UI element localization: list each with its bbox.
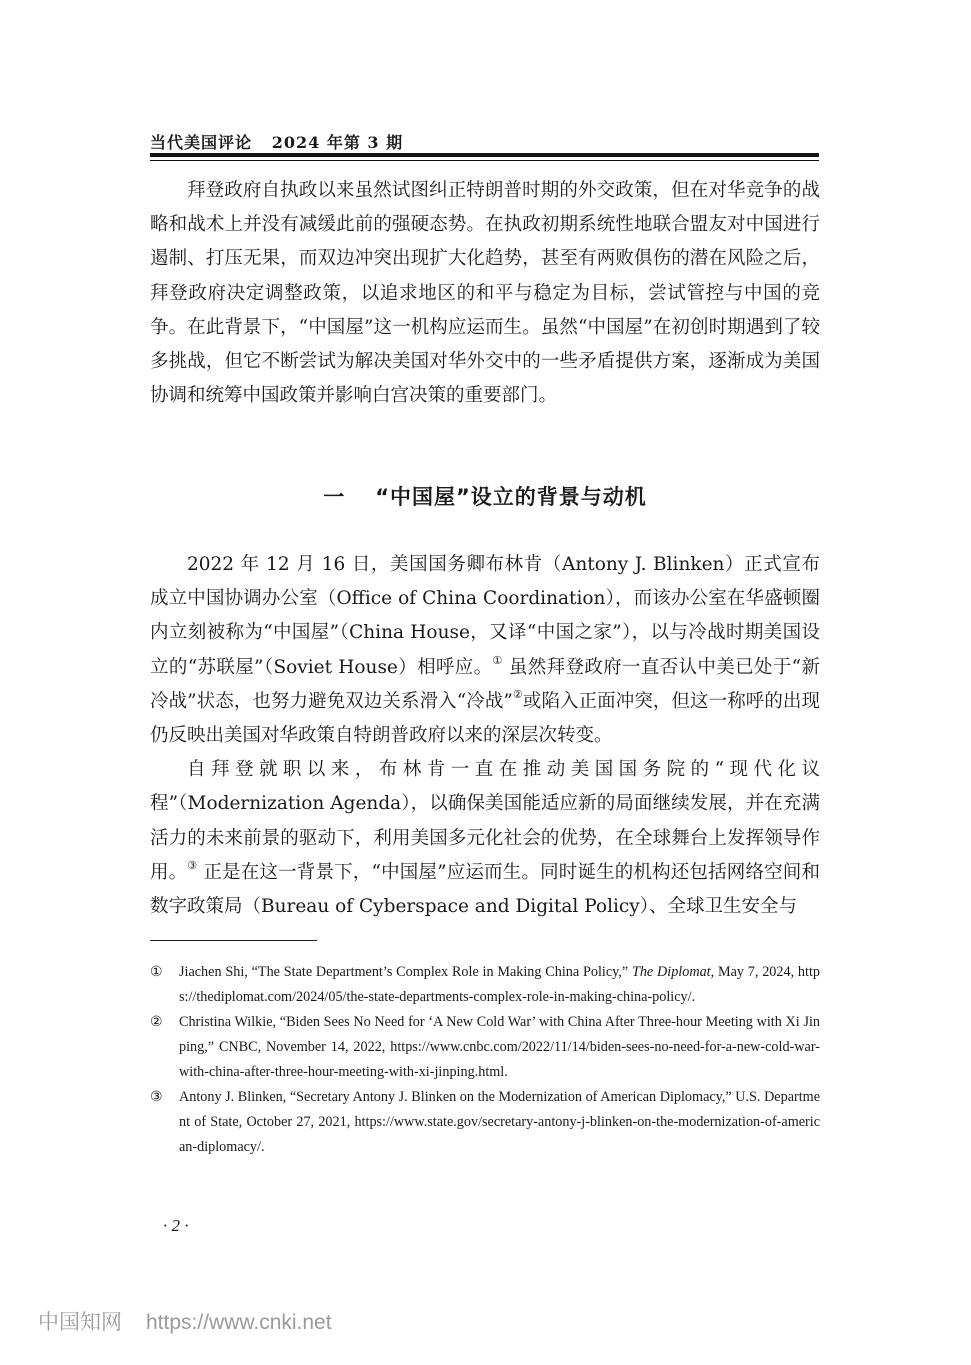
page-number: · 2 · xyxy=(163,1216,189,1235)
watermark-brand: 中国知网 xyxy=(38,1310,122,1334)
footnote-text: Antony J. Blinken, “Secretary Antony J. Blinken on the Modernization of American Diplomacy,” U.S. Department of State, October 27, 2021, https://www.state.gov/secretary-antony-j-blinken-on-the-modernization-of-american-diplomacy/. xyxy=(179,1089,820,1155)
paragraph-1-part-a: 2022 年 12 月 16 日，美国国务卿布林肯（Antony J. Blinken）正式宣布成立中国协调办公室（Office of China Coordination），而该办公室在华盛顿圈内立刻被称为“中国屋”（China House，又译“中国之家”），以与冷战时期美国设立的“苏联屋”（Soviet House）相呼应。 xyxy=(150,554,820,678)
section-heading xyxy=(150,481,820,511)
intro-text xyxy=(150,174,820,413)
footnote-mark: ① xyxy=(150,964,163,980)
footnotes xyxy=(150,960,820,1160)
intro-paragraph: 拜登政府自执政以来虽然试图纠正特朗普时期的外交政策，但在对华竞争的战略和战术上并没有减缓此前的强硬态势。在执政初期系统性地联合盟友对中国进行遏制、打压无果，而双边冲突出现扩大化趋势，甚至有两败俱伤的潜在风险之后，拜登政府决定调整政策，以追求地区的和平与稳定为目标，尝试管控与中国的竞争。在此背景下，“中国屋”这一机构应运而生。虽然“中国屋”在初创时期遇到了较多挑战，但它不断尝试为解决美国对华外交中的一些矛盾提供方案，逐渐成为美国协调和统筹中国政策并影响白宫决策的重要部门。 xyxy=(150,180,820,407)
paragraph-2 xyxy=(150,753,820,924)
watermark xyxy=(38,1306,332,1336)
footnote-mark: ③ xyxy=(150,1089,163,1105)
footnote-1 xyxy=(150,960,820,1010)
paragraph-2-part-b: 正是在这一背景下，“中国屋”应运而生。同时诞生的机构还包括网络空间和数字政策局（Bureau of Cyberspace and Digital Policy）、全球卫生安全与 xyxy=(150,861,820,918)
footnote-citation: Jiachen Shi, “The State Department’s Complex Role in Making China Policy,” xyxy=(179,964,632,980)
footnote-text xyxy=(179,960,820,1010)
main-text xyxy=(150,548,820,924)
footnote-ref-3[interactable]: ③ xyxy=(187,858,198,872)
section-title: “中国屋”设立的背景与动机 xyxy=(375,485,647,509)
paragraph-1-part-b: 虽然拜登政府一直否认中美已处于“新冷战”状态，也努力避免双边关系滑入“冷战” xyxy=(150,656,820,712)
footnote-publication: The Diplomat xyxy=(631,964,711,980)
footnote-separator xyxy=(150,940,317,941)
header-rule-thin xyxy=(150,160,819,161)
header-rule-thick xyxy=(150,153,819,157)
footnote-3 xyxy=(150,1085,820,1160)
paragraph-1 xyxy=(150,548,820,753)
section-number: 一 xyxy=(323,485,346,509)
footnote-2 xyxy=(150,1010,820,1085)
footnote-ref-2[interactable]: ② xyxy=(512,687,523,701)
footnote-mark: ② xyxy=(150,1014,163,1030)
journal-name: 当代美国评论 xyxy=(150,133,253,152)
watermark-url[interactable]: https://www.cnki.net xyxy=(146,1311,332,1334)
paragraph-1-part-c: 或陷入正面冲突，但这一称呼的出现仍反映出美国对华政策自特朗普政府以来的深层次转变。 xyxy=(150,690,820,747)
footnote-citation-tail: , May 7, 2024, https://thediplomat.com/2024/05/the-state-departments-complex-role-in-making-china-policy/. xyxy=(179,964,820,1005)
paragraph-2-part-a: 自拜登就职以来，布林肯一直在推动美国国务院的“现代化议程”（Modernization Agenda），以确保美国能适应新的局面继续发展，并在充满活力的未来前景的驱动下，利用美国多元化社会的优势，在全球舞台上发挥领导作用。 xyxy=(150,759,820,883)
issue-label: 2024 年第 3 期 xyxy=(271,133,404,152)
running-header xyxy=(150,130,818,153)
footnote-ref-1[interactable]: ① xyxy=(492,653,503,667)
footnote-text: Christina Wilkie, “Biden Sees No Need for ‘A New Cold War’ with China After Three-hour Meeting with Xi Jinping,” CNBC, November 14, 2022, https://www.cnbc.com/2022/11/14/biden-sees-no-need-for-a-new-cold-war-with-china-after-three-hour-meeting-with-xi-jinping.html. xyxy=(179,1014,820,1080)
